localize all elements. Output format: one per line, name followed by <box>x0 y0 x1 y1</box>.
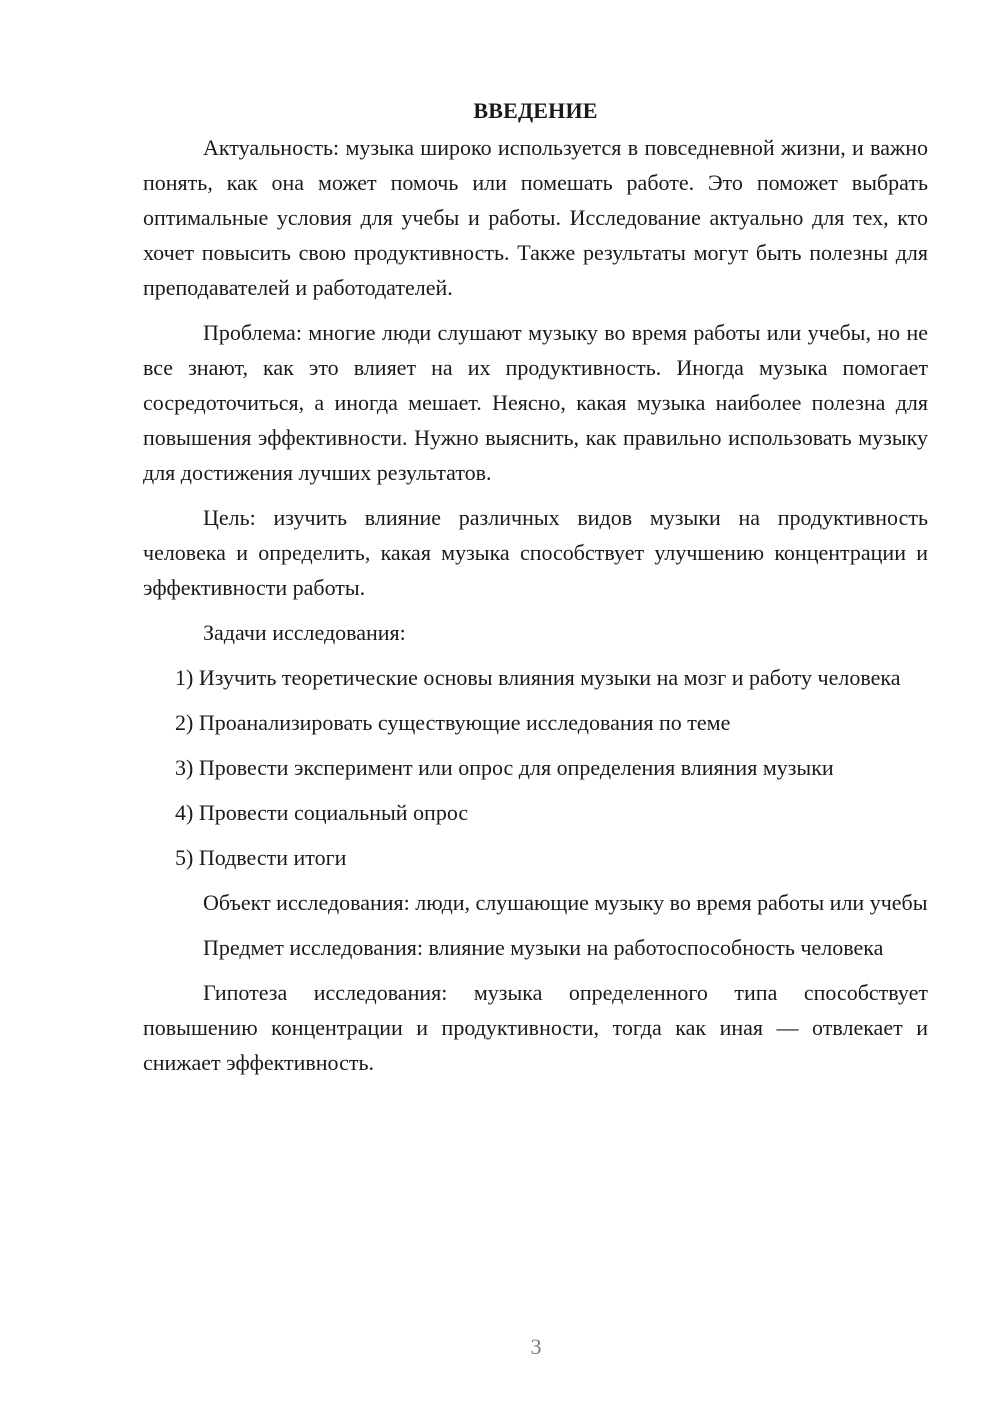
section-title: ВВЕДЕНИЕ <box>473 98 598 123</box>
task-item: 2) Проанализировать существующие исследования по теме <box>175 710 731 735</box>
task-item: 5) Подвести итоги <box>175 845 347 870</box>
page-content <box>143 93 928 1090</box>
tasks-heading: Задачи исследования: <box>203 620 406 645</box>
object-paragraph: Объект исследования: люди, слушающие музыку во время работы или учебы <box>203 890 928 915</box>
page-number: 3 <box>530 1334 542 1359</box>
hypothesis-paragraph: Гипотеза исследования: музыка определенного типа способствует повышению концентрации и продуктивности, тогда как иная — отвлекает и снижает эффективность. <box>143 980 928 1075</box>
subject-paragraph: Предмет исследования: влияние музыки на работоспособность человека <box>203 935 884 960</box>
problem-paragraph: Проблема: многие люди слушают музыку во время работы или учебы, но не все знают, как это влияет на их продуктивность. Иногда музыка помогает сосредоточиться, а иногда мешает. Неясно, какая музыка наиболее полезна для повышения эффективности. Нужно выяснить, как правильно использовать музыку для достижения лучших результатов. <box>143 320 928 485</box>
tasks-list <box>143 660 928 875</box>
task-item: 4) Провести социальный опрос <box>175 800 469 825</box>
task-item: 1) Изучить теоретические основы влияния музыки на мозг и работу человека <box>175 665 901 690</box>
goal-paragraph: Цель: изучить влияние различных видов музыки на продуктивность человека и определить, какая музыка способствует улучшению концентрации и эффективности работы. <box>143 505 928 600</box>
task-item: 3) Провести эксперимент или опрос для определения влияния музыки <box>175 755 834 780</box>
relevance-paragraph: Актуальность: музыка широко используется в повседневной жизни, и важно понять, как она может помочь или помешать работе. Это поможет выбрать оптимальные условия для учебы и работы. Исследование актуально для тех, кто хочет повысить свою продуктивность. Также результаты могут быть полезны для преподавателей и работодателей. <box>143 135 928 300</box>
